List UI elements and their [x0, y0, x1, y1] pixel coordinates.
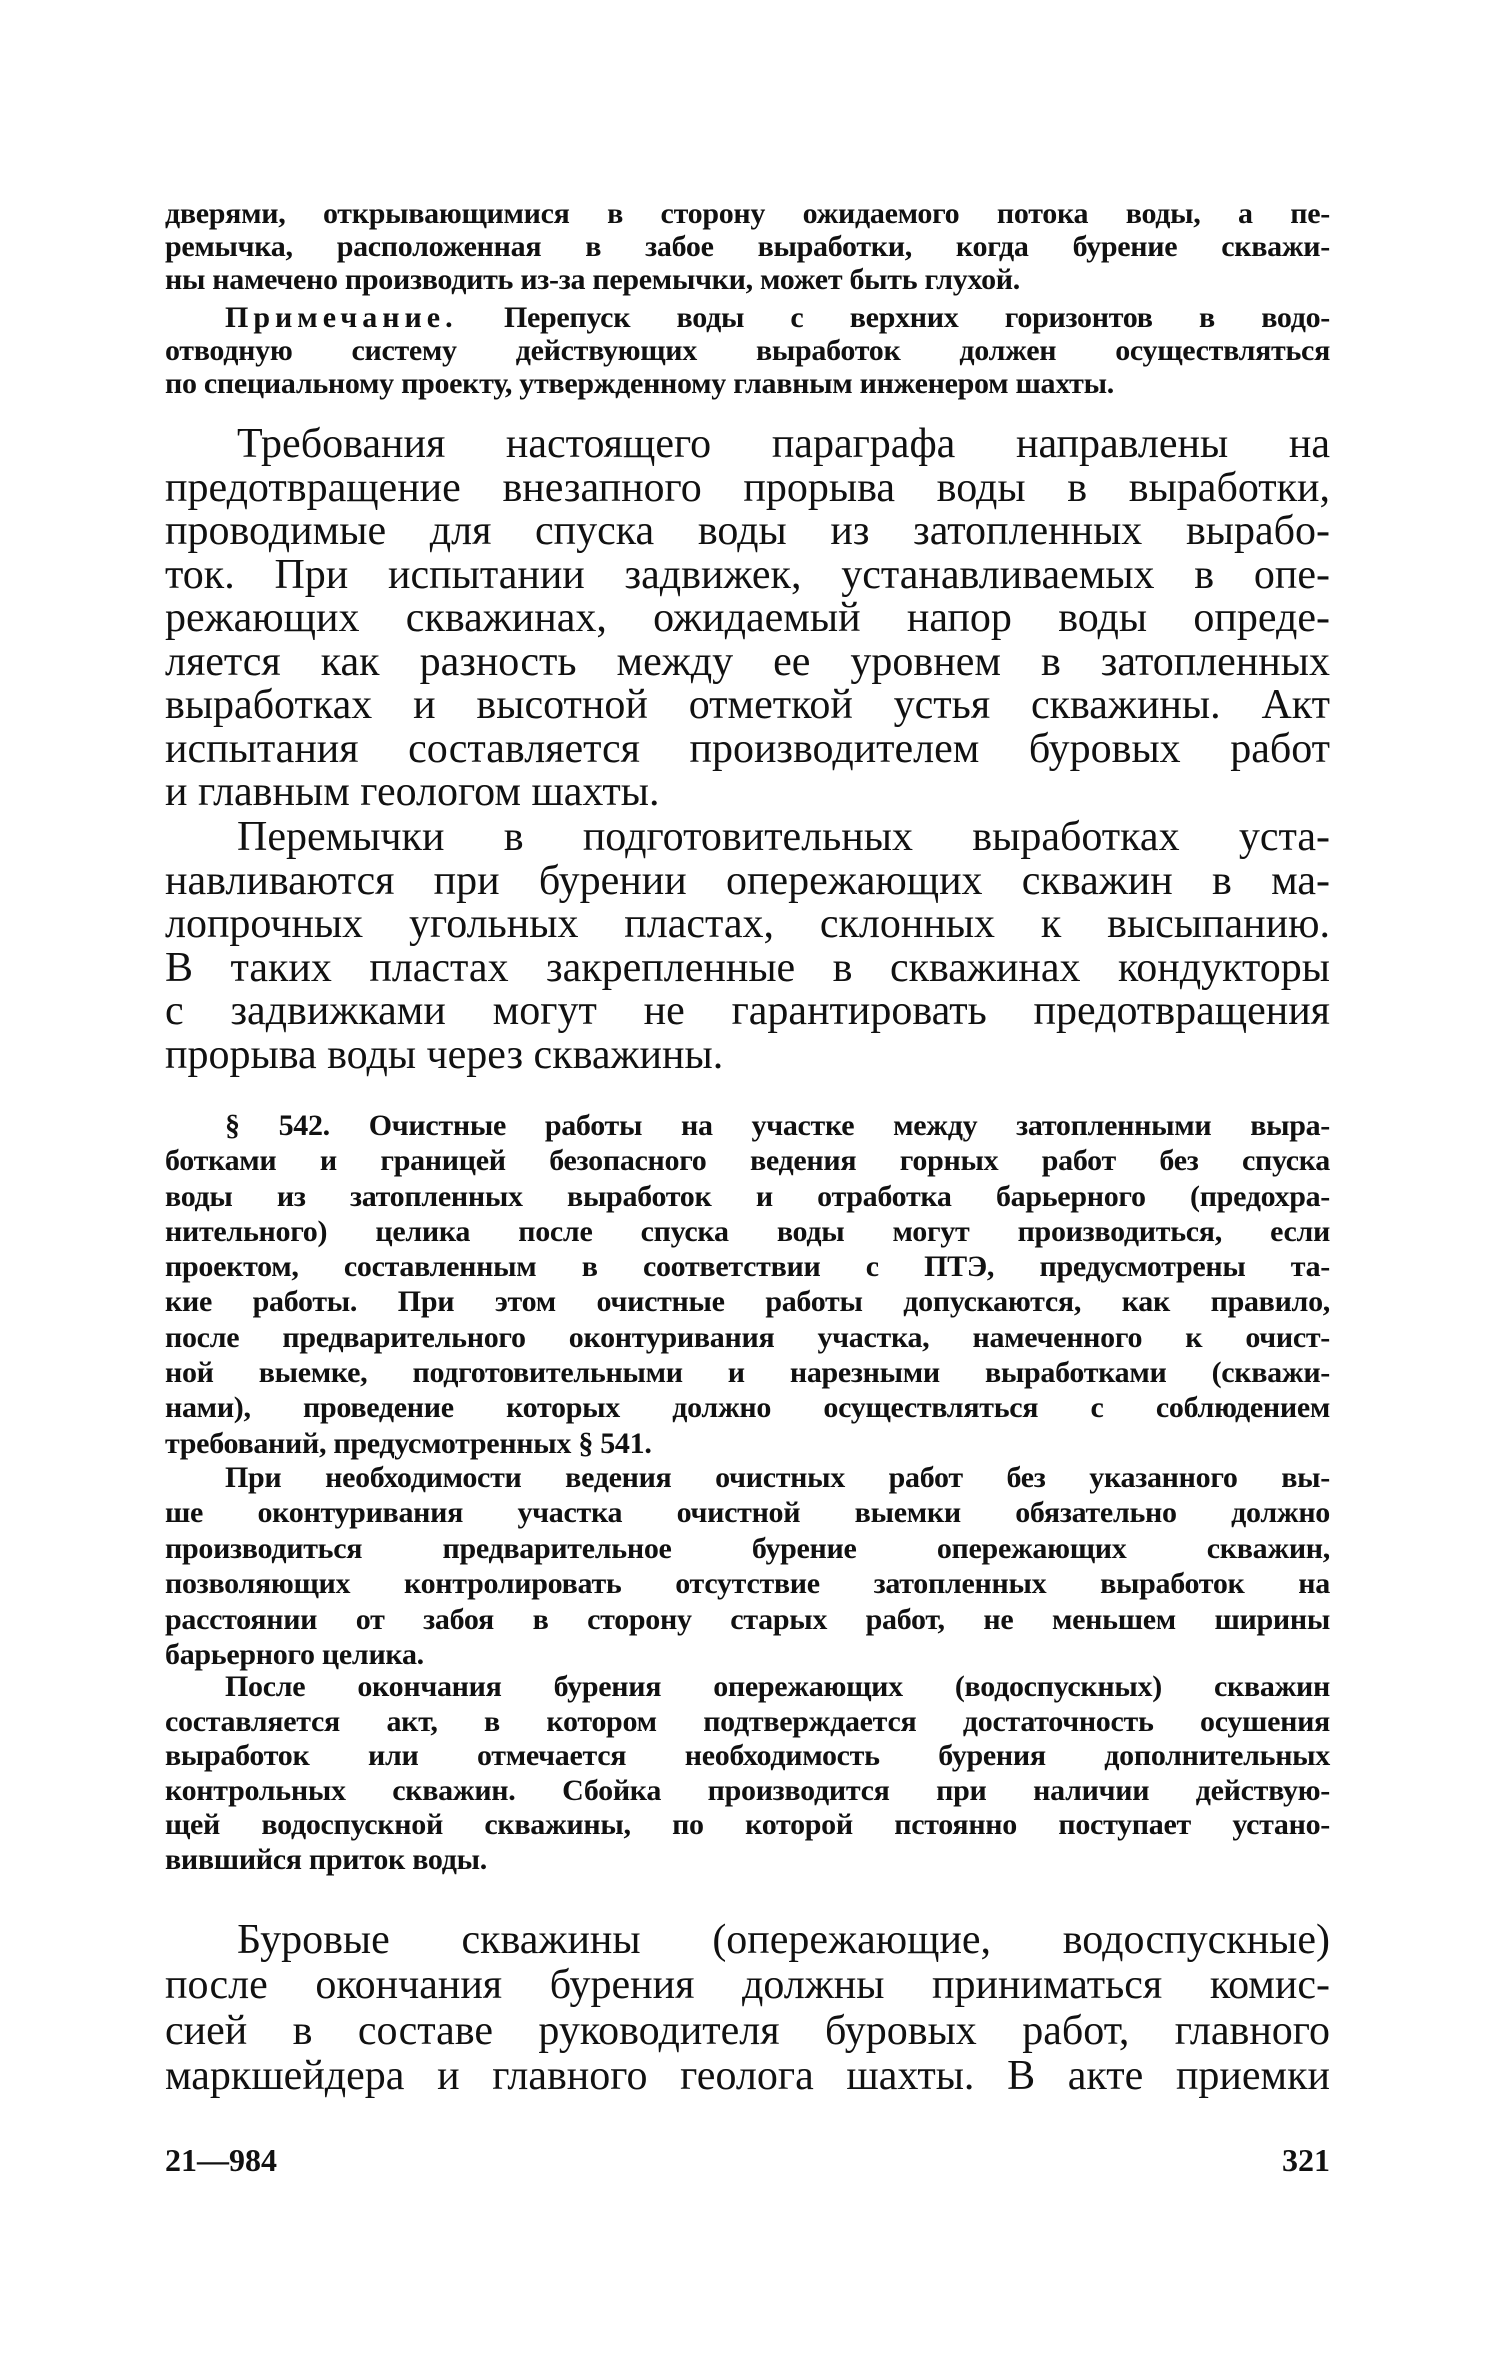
text-line: проводимые для спуска воды из затопленных вырабо-	[165, 508, 1330, 554]
text-line: расстоянии от забоя в сторону старых работ, не меньшем ширины	[165, 1602, 1330, 1636]
text-line: Буровые скважины (опережающие, водоспускные)	[237, 1917, 1330, 1963]
paragraph-doors	[165, 197, 1330, 296]
text-line: После окончания бурения опережающих (водоспускных) скважин	[225, 1670, 1330, 1703]
paragraph-necessity	[165, 1460, 1330, 1672]
text-line: В таких пластах закрепленные в скважинах кондукторы	[165, 944, 1330, 991]
text-line: производиться предварительное бурение опережающих скважин,	[165, 1531, 1330, 1565]
text-line: выработок или отмечается необходимость бурения дополнительных	[165, 1739, 1330, 1773]
text-line: прорыва воды через скважины.	[165, 1031, 724, 1078]
text-line: ботками и границей безопасного ведения горных работ без спуска	[165, 1144, 1330, 1178]
text-line: испытания составляется производителем буровых работ	[165, 725, 1330, 772]
text-line: и главным геологом шахты.	[165, 769, 660, 815]
text-line	[165, 301, 1330, 334]
text-line: составляется акт, в котором подтверждается достаточность осушения	[165, 1704, 1330, 1738]
text-line: кие работы. При этом очистные работы допускаются, как правило,	[165, 1285, 1330, 1319]
paragraph-after-drilling	[165, 1670, 1330, 1878]
text-line: после окончания бурения должны приниматься комис-	[165, 1962, 1330, 2009]
text-line: маркшейдера и главного геолога шахты. В акте приемки	[165, 2052, 1330, 2099]
text-line: позволяющих контролировать отсутствие затопленных выработок на	[165, 1567, 1330, 1601]
paragraph-note	[165, 301, 1330, 400]
text-line: Требования настоящего параграфа направлены на	[237, 421, 1330, 467]
signature-mark: 21—984	[165, 2142, 277, 2178]
text-line-rest: Перепуск воды с верхних горизонтов в водо-	[457, 301, 1330, 334]
paragraph-requirements	[165, 423, 1330, 815]
paragraph-bulkheads	[165, 816, 1330, 1077]
text-line: лопрочных угольных пластах, склонных к высыпанию.	[165, 901, 1330, 947]
text-line: При необходимости ведения очистных работ без указанного вы-	[225, 1461, 1330, 1494]
note-label: Примечание.	[225, 301, 458, 334]
paragraph-542	[165, 1108, 1330, 1461]
page-number: 321	[1282, 2142, 1330, 2178]
text-line: нами), проведение которых должно осуществляться с соблюдением	[165, 1391, 1330, 1425]
text-line: ляется как разность между ее уровнем в затопленных	[165, 638, 1330, 685]
text-line: отводную систему действующих выработок должен осуществляться	[165, 334, 1330, 367]
text-line: вившийся приток воды.	[165, 1842, 487, 1876]
text-line: сией в составе руководителя буровых работ, главного	[165, 2007, 1330, 2054]
text-line: навливаются при бурении опережающих скважин в ма-	[165, 857, 1330, 904]
text-line: воды из затопленных выработок и отработка барьерного (предохра-	[165, 1179, 1330, 1213]
text-line: ны намечено производить из-за перемычки, может быть глухой.	[165, 263, 1020, 296]
text-line: предотвращение внезапного прорыва воды в выработки,	[165, 464, 1330, 511]
text-line: после предварительного оконтуривания участка, намеченного к очист-	[165, 1320, 1330, 1354]
text-line: требований, предусмотренных § 541.	[165, 1426, 652, 1460]
text-line: нительного) целика после спуска воды могут производиться, если	[165, 1214, 1330, 1248]
text-line: контрольных скважин. Сбойка производится при наличии действую-	[165, 1773, 1330, 1807]
text-line: ремычка, расположенная в забое выработки, когда бурение скважи-	[165, 230, 1330, 263]
text-line: § 542. Очистные работы на участке между затопленными выра-	[225, 1109, 1330, 1142]
text-line: ше оконтуривания участка очистной выемки обязательно должно	[165, 1496, 1330, 1530]
text-line: барьерного целика.	[165, 1638, 424, 1672]
text-line: Перемычки в подготовительных выработках уста-	[237, 814, 1330, 860]
text-line: дверями, открывающимися в сторону ожидаемого потока воды, а пе-	[165, 197, 1330, 230]
paragraph-boreholes	[165, 1918, 1330, 2099]
text-line: ток. При испытании задвижек, устанавливаемых в опе-	[165, 551, 1330, 598]
text-line: по специальному проекту, утвержденному главным инженером шахты.	[165, 367, 1114, 400]
text-line: щей водоспускной скважины, по которой пстоянно поступает устано-	[165, 1808, 1330, 1842]
text-line: проектом, составленным в соответствии с ПТЭ, предусмотрены та-	[165, 1250, 1330, 1284]
text-line: с задвижками могут не гарантировать предотвращения	[165, 988, 1330, 1034]
text-line: ной выемке, подготовительными и нарезными выработками (скважи-	[165, 1356, 1330, 1390]
text-line: выработках и высотной отметкой устья скважины. Акт	[165, 682, 1330, 728]
text-line: режающих скважинах, ожидаемый напор воды опреде-	[165, 595, 1330, 641]
